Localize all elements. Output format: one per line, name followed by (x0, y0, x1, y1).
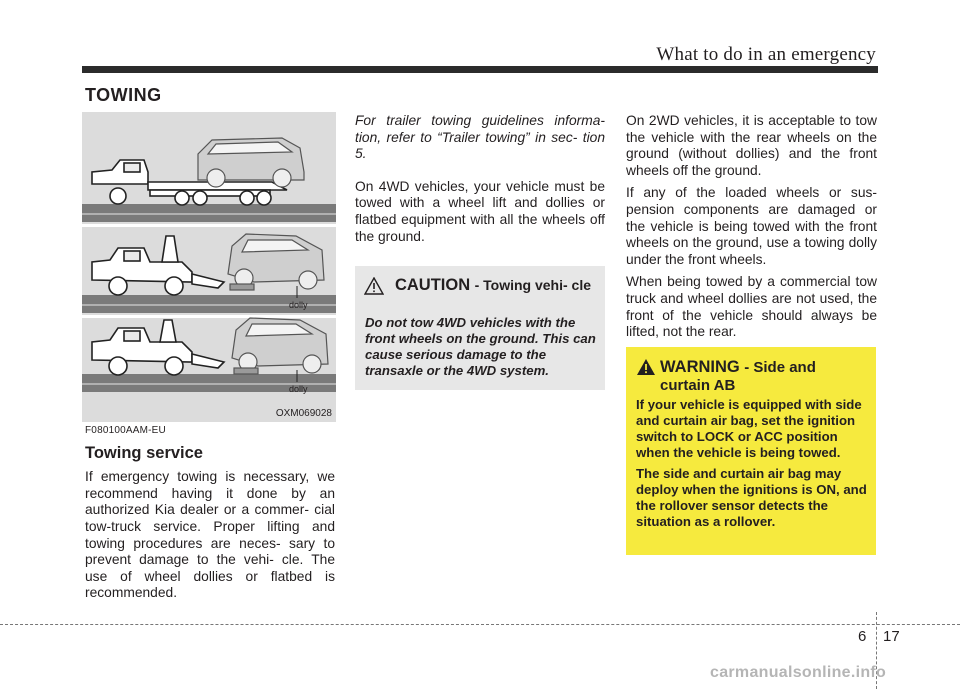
header-rule (82, 66, 878, 73)
page-number: 17 (883, 628, 900, 645)
column-1 (85, 423, 335, 608)
towing-service-paragraph: If emergency towing is necessary, we recommend having it done by an authorized Kia dealer or a commer- cial tow-truck service. Proper lifting and towing procedures are neces- sary to prevent damage to the vehi- cle. The use of wheel dollies or flatbed is recommended. (85, 469, 335, 601)
trailer-towing-note: For trailer towing guidelines informa- tion, refer to “Trailer towing” in sec- tion 5. (355, 113, 605, 162)
chapter-header-title: What to do in an emergency (656, 44, 876, 65)
wheel-lift-truck (92, 236, 224, 295)
watermark: carmanualsonline.info (710, 664, 887, 681)
caution-box (355, 266, 605, 390)
warning-body (636, 397, 868, 535)
warning-heading (660, 358, 870, 395)
subheading-towing-service: Towing service (85, 443, 203, 462)
dolly-label-2: dolly (289, 384, 308, 394)
suv-on-dolly-2 (232, 318, 328, 374)
warning-paragraph-2: The side and curtain air bag may deploy when the ignitions is ON, and the rollover sensor detects the situation as a rollover. (636, 466, 867, 529)
section-title: TOWING (85, 85, 162, 105)
2wd-paragraph: On 2WD vehicles, it is acceptable to tow the vehicle with the rear wheels on the ground (without dollies) and the front wheels off the ground. (626, 113, 877, 178)
warning-title: WARNING (660, 358, 740, 376)
warning-triangle-icon (636, 358, 656, 376)
footer-rule (0, 624, 960, 625)
suv-on-flatbed (198, 138, 304, 187)
wheel-lift-truck-2 (92, 320, 224, 375)
column-2 (355, 113, 605, 251)
chapter-number: 6 (858, 628, 867, 645)
caution-body: Do not tow 4WD vehicles with the front wheels on the ground. This can cause serious damage to the transaxle or the 4WD system. (365, 315, 596, 378)
section-code: F080100AAM-EU (85, 425, 166, 436)
commercial-tow-paragraph: When being towed by a commercial tow truck and wheel dollies are not used, the front of the vehicle should always be lifted, not the rear. (626, 274, 877, 340)
towing-illustration (82, 112, 336, 422)
column-3 (626, 113, 877, 347)
figure-code: OXM069028 (275, 408, 332, 419)
caution-heading (367, 276, 597, 295)
4wd-paragraph: On 4WD vehicles, your vehicle must be towed with a wheel lift and dollies or flatbed equipment with all the wheels off the ground. (355, 178, 605, 244)
dolly-paragraph: If any of the loaded wheels or sus- pension components are damaged or the vehicle is being towed with the front wheels on the ground, use a towing dolly under the front wheels. (626, 185, 877, 267)
warning-box (626, 347, 876, 555)
caution-subtitle: - Towing vehi- cle (474, 277, 592, 293)
warning-paragraph-1: If your vehicle is equipped with side and curtain air bag, set the ignition switch to LOCK or ACC position when the vehicle is being towed. (636, 397, 862, 460)
suv-on-dolly-1 (228, 234, 324, 290)
towing-illustration-drawing (82, 112, 336, 422)
caution-title: CAUTION (394, 276, 471, 294)
dolly-label-1: dolly (289, 300, 308, 310)
warning-subtitle: - Side and curtain AB (660, 359, 816, 394)
